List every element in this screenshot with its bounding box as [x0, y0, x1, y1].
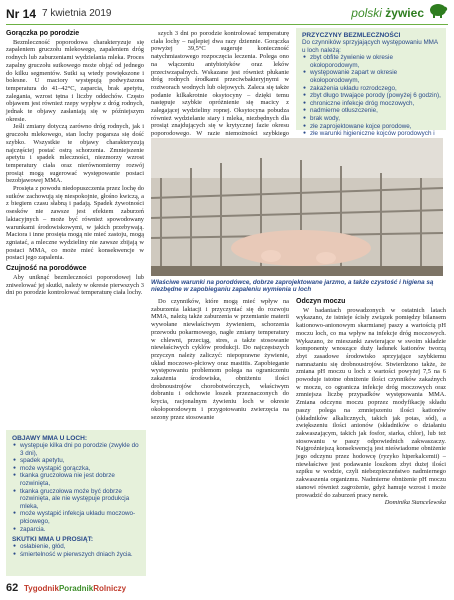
- column-middle-lower-left: [151, 298, 289, 578]
- pig-icon: [428, 0, 448, 18]
- list-item: ● spadek apetytu,: [20, 457, 141, 465]
- paragraph: W badaniach prowadzonych w ostatnich latach wykazano, że istnieje ścisły związek pomiędzy bilansem kationowo-anionowym skarmianej paszy a wartością pH moczu loch, co ma wpływ na infekcje dróg moczowych. Wykazano, że mieszanki zawierające w swoim składzie komponenty wnoszące duży ładunek kationów tworzą zbyt zasadowe środowisko sprzyjające szybkiemu namnażaniu się drobnoustrojów. Stwierdzono także, że zmiana pH moczu u loch z wartości powyżej 7,5 na 6 powoduje istotne obniżenie ilości czynników zakaźnych w moczu, co ogranicza infekcje dróg moczowych oraz zmniejsza liczbę przypadków występowania MMA. Zmiana odczynu moczu poprzez modyfikację składu paszy polega na zmniejszeniu ilości kationów (składników alkalicznych, takich jak potas, sód), a zwiększeniu ilości anionów (składników o działaniu zakwaszającym, takich jak fosfor, siarka, chlor), lub też stosowaniu w paszy odpowiednich zakwaszaczy. Najgroźniejszą konsekwencją jest nieświadome obniżenie jego odczynu przez hodowcę (ryzyko hiperkalcemii) – niewłaściwe jest podawanie loszkom zbyt dużej ilości szpiku w wodzie, czyli niebezpieczeństwo nadmiernego zakwaszenia organizmu. Nadmierne obniżenie pH moczu stanowi również zagrożenie, gdyż hamuje wzrost i może prowadzić do zaburzeń pracy nerek.: [296, 306, 446, 499]
- column-left: [6, 30, 144, 297]
- list-item: ● złe warunki higieniczne kojców porodowych i: [310, 130, 441, 145]
- list-item: ● tkanka gruczołowa nie jest dobrze rozwinięta,: [20, 472, 141, 487]
- effects-title: SKUTKI MMA U PROSIĄT:: [12, 536, 94, 544]
- magazine-name: [24, 584, 126, 593]
- photo-illustration: [151, 138, 443, 276]
- list-item: ● osłabienie, głód,: [20, 543, 141, 551]
- magazine-part-2: Poradnik: [58, 584, 94, 593]
- paragraph: Jeśli zmiany dotyczą zarówno dróg rodnych, jak i gruczołu mlekowego, stan lochy pogarsza się dość szybko. Wszystkie te objawy charakteryzują najczęściej postać ostrą schorzenia. Zmniejszenie apetytu i spadek mleczności, niezmorzy wzrost temperatury ciała oraz nierównomierny rozwój prosiąt mogą sugerować występowanie postaci bezobjawowej MMA.: [6, 123, 144, 185]
- list-item: ● śmiertelność w pierwszych dniach życia.: [20, 551, 141, 559]
- paragraph: Bezmleczność poporodowa charakteryzuje się zapaleniem gruczołu mlekowego, zapaleniem dróg rodnych lub zaburzeniami wydzielania mleka. Proces zapalny gruczołu sutkowego może objąć od jednego do kilku segmentów. Sutki są wtedy powiększone i bolesne. U maciory występują podwyższona temperatura do 41–42°C, zaparcia, brak apetytu, zalegania, wzrost tętna i liczby oddechów. Często objawem jest również rzepy wypływ z dróg rodnych, jednak te objawy zasłaniają się w późniejszym okresie.: [6, 38, 144, 123]
- section-brand: [351, 6, 424, 20]
- list-item: ● może wystąpić infekcja układu moczowo-płciowego,: [20, 510, 141, 525]
- column-3-lower: [296, 298, 446, 578]
- list-item: ● brak wody,: [310, 115, 441, 123]
- issue-number: Nr 14: [6, 7, 37, 21]
- page-header: [0, 0, 454, 26]
- paragraph: szych 3 dni po porodzie kontrolować temperaturę ciała lochy – najlepiej dwa razy dziennie. Gorączka powyżej 39,5°C sugeruje konieczność natychmiastowego rozpoczęcia leczenia. Polega ono na włączeniu antybiotyków oraz leków przeciwzapalnych. Wskazane jest również płukanie dróg rodnych środkami przeciwbakteryjnymi w roztworach wodnych lub olejowych. Zaleca się także podanie kilkakrotnie oksytocyny – dzięki temu następuje szybkie opróżnienie się macicy z zalegającej wydzieliny ropnej. Oksytocyna pobudza również wydzielanie siary i mleka, niezbędnych dla prosiąt znajdujących się w krytycznej fazie okresu poporodowego. W razie niemożności szybkiego: [151, 30, 289, 138]
- causes-box: [296, 28, 446, 138]
- causes-title: PRZYCZYNY BEZMLECZNOŚCI: [302, 32, 401, 39]
- heading-fever: Gorączka po porodzie: [6, 30, 80, 37]
- list-item: ● chroniczne infekcje dróg moczowych,: [310, 100, 441, 108]
- list-item: ● zbyt obfite żywienie w okresie okołoporodowym,: [310, 54, 441, 69]
- page-number: 62: [6, 582, 19, 594]
- article-author: Dominika Stancelewska: [384, 499, 446, 507]
- symptoms-title: OBJAWY MMA U LOCH:: [12, 435, 88, 442]
- list-item: ● występuje kilka dni po porodzie (zwykle do 3 dni),: [20, 442, 141, 457]
- magazine-part-3: Rolniczy: [93, 584, 127, 593]
- column-middle: [151, 30, 289, 136]
- causes-intro: Do czynników sprzyjających występowaniu MMA u loch należą:: [302, 39, 438, 54]
- causes-list: [302, 54, 441, 145]
- paragraph: Do czynników, które mogą mieć wpływ na zaburzenia laktacji i przyczyniać się do rozwoju MMA, należą także zaburzenia w przemianie materii wywołane niewłaściwym żywieniem, schorzenia przewodu pokarmowego, nagłe zmiany temperatury w chlewni, przeciąg, stres, a także stosowanie niewłaściwych cyklów produkcji. Do najczęstszych przyczyn należy zaliczyć: niepoprawne żywienie, układ moczowo-płciowy oraz mastitis. Zapobieganie występowaniu problemom polega na ograniczeniu zakażenia środowiska, obniżeniu ilości drobnoustrojów chorobotwórczych, właściwym dobraniu i odchowie loszek przeznaczonych do krycia, racjonalnym żywieniu loch w okresie okołoporodowym i przygotowaniu zwierzęcia na sezony przez stosowanie: [151, 298, 289, 421]
- list-item: ● tkanka gruczołowa może być dobrze rozwinięta, ale nie występuje produkcja mleka,: [20, 488, 141, 511]
- symptoms-list: [12, 442, 141, 533]
- list-item: ● zaparcia.: [20, 526, 141, 534]
- brand-part-2: żywiec: [385, 6, 424, 20]
- magazine-part-1: Tygodnik: [24, 584, 59, 593]
- list-item: ● występowanie zapart w okresie okołoporodowym,: [310, 69, 441, 84]
- brand-part-1: polski: [351, 6, 382, 20]
- photo-caption: Właściwe warunki na porodówce, dobrze zaprojektowane jarzmo, a także czystość i higiena są niezbędne w zapobieganiu zapaleniu wymienia u loch: [151, 279, 434, 294]
- page-footer: [6, 582, 452, 596]
- list-item: ● zakażenia układu rozrodczego,: [310, 85, 441, 93]
- effects-list: [12, 543, 141, 558]
- heading-urine: Odczyn moczu: [296, 298, 346, 305]
- list-item: ● nadmierne otłuszczenie,: [310, 107, 441, 115]
- list-item: ● może wystąpić gorączka,: [20, 465, 141, 473]
- heading-vigilance: Czujność na porodówce: [6, 265, 87, 273]
- farrowing-pen-photo: [151, 138, 443, 276]
- header-rule: [6, 24, 448, 25]
- list-item: ● złe zaprojektowane kojce porodowe,: [310, 123, 441, 131]
- list-item: ● zbyt długo trwające porody (powyżej 6 godzin),: [310, 92, 441, 100]
- paragraph: Prosięta z powodu niedopuszczenia przez lochę do sutków zachowują się niespokojnie, głośno kwiczą, a z biegiem czasu słabną i padają. Spadek żywotności osesków nie zawsze jest efektem zaburzeń laktacyjnych – może być również spowodowany warunkami środowiskowymi, w jakich przebywają. Maciora i inne prosięta mogą nie mieć zastoju, mogą zgniatać, a mleczne wydzieliny nie zawsze zbijają w postaci MMA, co może mieć konsekwencje w postaci jego zapalenia.: [6, 185, 144, 262]
- paragraph: Aby uniknąć bezmleczności poporodowej lub zniwelować jej skutki, należy w okresie pierwszych 3 dni po porodzie kontrolować temperaturę ciała lochy.: [6, 273, 144, 297]
- symptoms-box: [6, 430, 146, 576]
- issue-date: 7 kwietnia 2019: [42, 8, 112, 19]
